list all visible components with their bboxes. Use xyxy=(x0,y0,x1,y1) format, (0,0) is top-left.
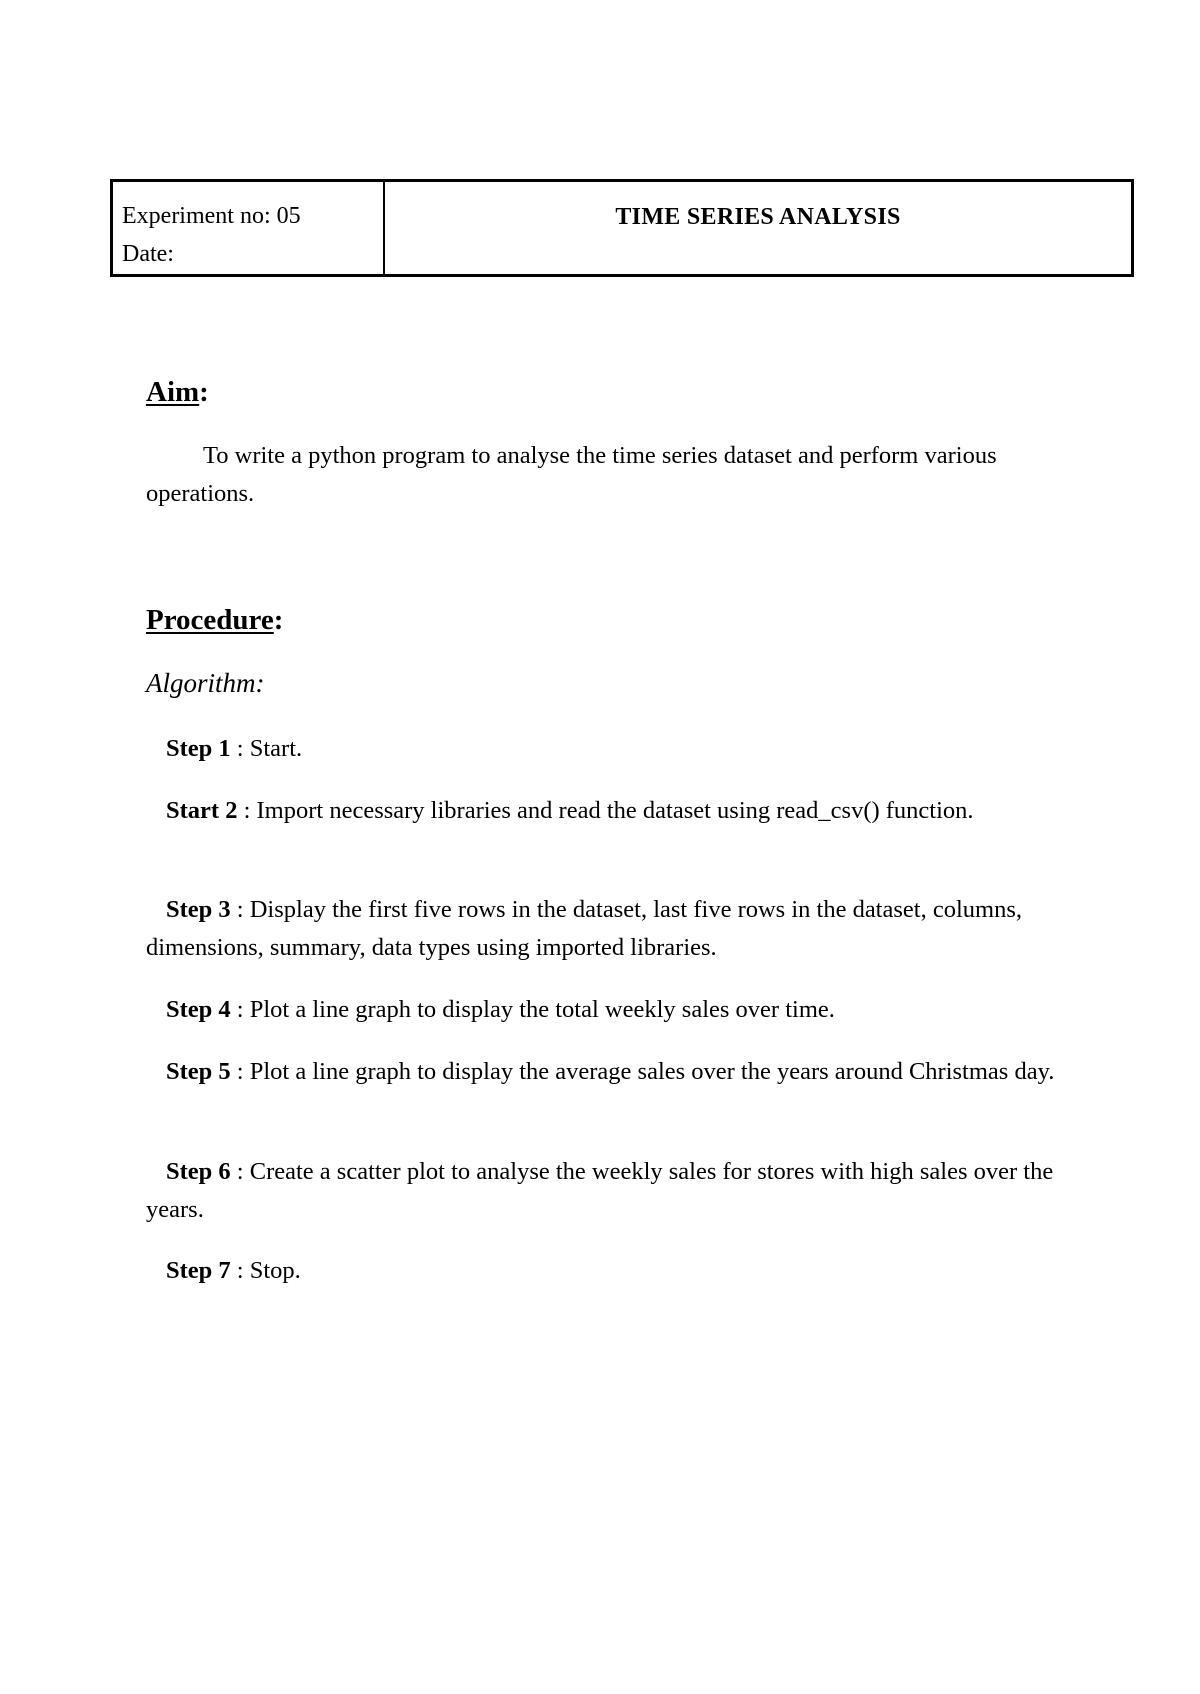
aim-heading-text: Aim xyxy=(146,376,200,408)
step-label: Step 6 xyxy=(166,1158,231,1185)
aim-heading-colon: : xyxy=(199,376,209,408)
step-item xyxy=(146,1252,1076,1290)
step-item xyxy=(146,1053,1076,1091)
step-item xyxy=(146,991,1076,1029)
experiment-info-cell xyxy=(113,182,385,274)
experiment-title-cell xyxy=(385,182,1131,274)
date-label: Date: xyxy=(122,241,174,267)
step-label: Start 2 xyxy=(166,797,238,824)
aim-text: To write a python program to analyse the time series dataset and perform various operations. xyxy=(146,442,997,507)
step-item xyxy=(146,792,1076,830)
algorithm-subheading: Algorithm: xyxy=(146,668,265,698)
step-item xyxy=(146,730,1076,768)
procedure-heading xyxy=(146,604,283,637)
experiment-title: TIME SERIES ANALYSIS xyxy=(615,204,901,230)
step-label: Step 1 xyxy=(166,735,231,762)
step-item xyxy=(146,891,1076,967)
step-text: : Stop. xyxy=(230,1257,301,1284)
step-text: : Display the first five rows in the dataset, last five rows in the dataset, columns, dimensions, summary, data types using imported libraries. xyxy=(146,896,1022,961)
procedure-heading-colon: : xyxy=(273,604,284,636)
step-label: Step 7 xyxy=(166,1257,231,1284)
step-text: : Plot a line graph to display the total weekly sales over time. xyxy=(230,996,835,1023)
procedure-heading-text: Procedure xyxy=(146,604,274,636)
step-item xyxy=(146,1153,1076,1229)
step-text: : Create a scatter plot to analyse the weekly sales for stores with high sales over the years. xyxy=(146,1158,1054,1223)
aim-heading xyxy=(146,376,209,409)
step-text: : Import necessary libraries and read the dataset using read_csv() function. xyxy=(237,797,974,824)
experiment-number: Experiment no: 05 xyxy=(122,203,301,229)
step-label: Step 4 xyxy=(166,996,231,1023)
step-label: Step 5 xyxy=(166,1058,231,1085)
step-text: : Plot a line graph to display the average sales over the years around Christmas day. xyxy=(230,1058,1055,1085)
step-text: : Start. xyxy=(230,735,303,762)
step-label: Step 3 xyxy=(166,896,231,923)
experiment-header-table xyxy=(110,179,1134,277)
